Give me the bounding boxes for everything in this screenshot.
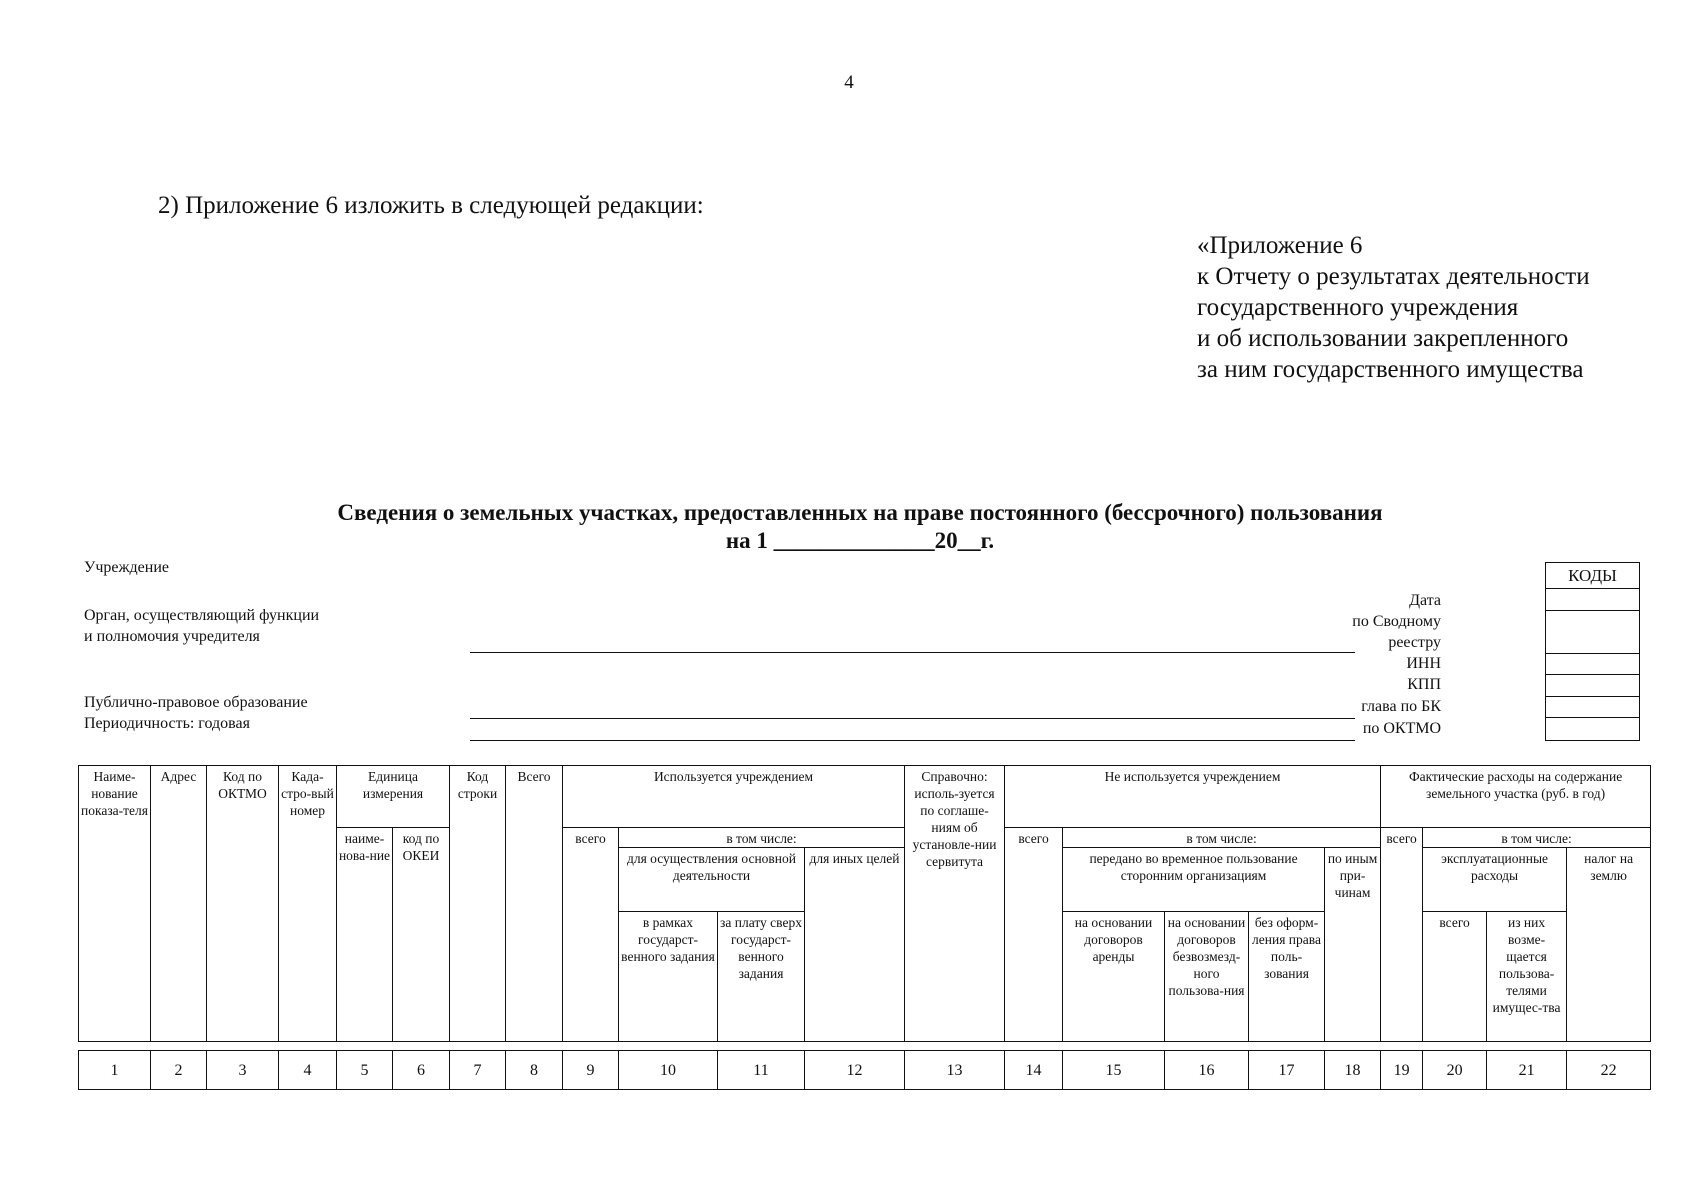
- codes-label-kpp: КПП: [1407, 676, 1441, 693]
- column-number: 15: [1063, 1051, 1165, 1090]
- codes-label-registry: по Сводному: [1352, 613, 1441, 630]
- institution-label: Учреждение: [84, 559, 169, 576]
- form-date-line: на 1 ______________20__г.: [725, 528, 995, 553]
- public-entity-label: Публично-правовое образование: [84, 694, 308, 711]
- column-number: 5: [337, 1051, 393, 1090]
- col-header-row-code: Код строки: [450, 766, 506, 1042]
- col-header-oktmo: Код по ОКТМО: [207, 766, 279, 1042]
- column-number: 20: [1423, 1051, 1487, 1090]
- column-number: 8: [506, 1051, 563, 1090]
- col-header-servitude: Справочно: исполь-зуется по соглаше-ниям об установле-нии сервитута: [905, 766, 1005, 1042]
- col-header-land-tax: налог на землю: [1567, 848, 1651, 1042]
- col-header-address: Адрес: [151, 766, 207, 1042]
- appendix-line: за ним государственного имущества: [1197, 356, 1584, 383]
- col-header-total: Всего: [506, 766, 563, 1042]
- col-header-unit: Единица измерения: [337, 766, 450, 828]
- col-header-used: Используется учреждением: [563, 766, 905, 828]
- codes-box-date[interactable]: [1545, 588, 1640, 611]
- appendix-note: [1197, 230, 1590, 385]
- periodicity-field-line[interactable]: [470, 740, 1355, 741]
- appendix-line: государственного учреждения: [1197, 294, 1519, 321]
- land-plots-table: [78, 765, 1651, 1090]
- col-header-used-total: всего: [563, 828, 619, 1042]
- codes-label-date: Дата: [1409, 592, 1441, 609]
- column-number: 9: [563, 1051, 619, 1090]
- column-number: 4: [279, 1051, 337, 1090]
- codes-box-bk[interactable]: [1545, 696, 1640, 718]
- column-number: 10: [619, 1051, 718, 1090]
- col-header-indicator: Наиме-нование показа-теля: [79, 766, 151, 1042]
- column-number: 7: [450, 1051, 506, 1090]
- column-number: 17: [1249, 1051, 1325, 1090]
- col-header-transferred: передано во временное пользование сторонним организациям: [1063, 848, 1325, 912]
- col-header-operating-expenses: эксплуатационные расходы: [1423, 848, 1567, 912]
- codes-label-inn: ИНН: [1406, 655, 1441, 672]
- col-header-expenses-total: всего: [1381, 828, 1423, 1042]
- column-number: 11: [718, 1051, 805, 1090]
- col-header-main-activity: для осуществления основной деятельности: [619, 848, 805, 912]
- col-header-cadastral: Када-стро-вый номер: [279, 766, 337, 1042]
- col-header-not-used-total: всего: [1005, 828, 1063, 1042]
- col-header-lease: на основании договоров аренды: [1063, 912, 1165, 1042]
- codes-label-bk: глава по БК: [1361, 698, 1441, 715]
- col-header-expenses-including: в том числе:: [1423, 828, 1651, 848]
- codes-label-registry2: реестру: [1388, 634, 1441, 651]
- col-header-state-task: в рамках государст-венного задания: [619, 912, 718, 1042]
- column-number: 16: [1165, 1051, 1249, 1090]
- column-number: 21: [1487, 1051, 1567, 1090]
- public-entity-field-line[interactable]: [470, 718, 1355, 719]
- founder-label-line2: и полномочия учредителя: [84, 628, 260, 645]
- col-header-used-including: в том числе:: [619, 828, 905, 848]
- col-header-free-use: на основании договоров безвозмезд-ного пользова-ния: [1165, 912, 1249, 1042]
- column-number: 1: [79, 1051, 151, 1090]
- codes-box-inn[interactable]: [1545, 653, 1640, 675]
- column-number: 6: [393, 1051, 450, 1090]
- intro-text: 2) Приложение 6 изложить в следующей редакции:: [158, 192, 704, 219]
- col-header-other-reasons: по иным при-чинам: [1325, 848, 1381, 1042]
- col-header-okei: код по ОКЕИ: [393, 828, 450, 1042]
- column-number: 13: [905, 1051, 1005, 1090]
- col-header-other-purposes: для иных целей: [805, 848, 905, 1042]
- column-number: 12: [805, 1051, 905, 1090]
- appendix-line: «Приложение 6: [1197, 232, 1363, 259]
- form-title: Сведения о земельных участках, предоставленных на праве постоянного (бессрочного) пользования: [337, 500, 1383, 525]
- col-header-paid-over-task: за плату сверх государст-венного задания: [718, 912, 805, 1042]
- column-number: 14: [1005, 1051, 1063, 1090]
- column-number: 19: [1381, 1051, 1423, 1090]
- column-number: 3: [207, 1051, 279, 1090]
- col-header-operating-total: всего: [1423, 912, 1487, 1042]
- column-number: 2: [151, 1051, 207, 1090]
- column-number: 18: [1325, 1051, 1381, 1090]
- founder-label-line1: Орган, осуществляющий функции: [84, 607, 320, 624]
- periodicity-label: Периодичность: годовая: [84, 715, 250, 732]
- codes-box-registry[interactable]: [1545, 610, 1640, 654]
- founder-field-line[interactable]: [470, 652, 1355, 653]
- codes-header: КОДЫ: [1545, 562, 1640, 589]
- col-header-reimbursed: из них возме-щается пользова-телями имущес-тва: [1487, 912, 1567, 1042]
- appendix-line: к Отчету о результатах деятельности: [1197, 263, 1590, 290]
- codes-box-kpp[interactable]: [1545, 674, 1640, 697]
- page-number: 4: [844, 72, 854, 93]
- col-header-expenses: Фактические расходы на содержание земельного участка (руб. в год): [1381, 766, 1651, 828]
- col-header-not-used-including: в том числе:: [1063, 828, 1381, 848]
- codes-label-oktmo: по ОКТМО: [1362, 720, 1441, 737]
- appendix-line: и об использовании закрепленного: [1197, 325, 1569, 352]
- col-header-no-rights: без оформ-ления права поль-зования: [1249, 912, 1325, 1042]
- col-header-not-used: Не используется учреждением: [1005, 766, 1381, 828]
- col-header-unit-name: наиме-нова-ние: [337, 828, 393, 1042]
- column-number: 22: [1567, 1051, 1651, 1090]
- codes-box-oktmo[interactable]: [1545, 717, 1640, 741]
